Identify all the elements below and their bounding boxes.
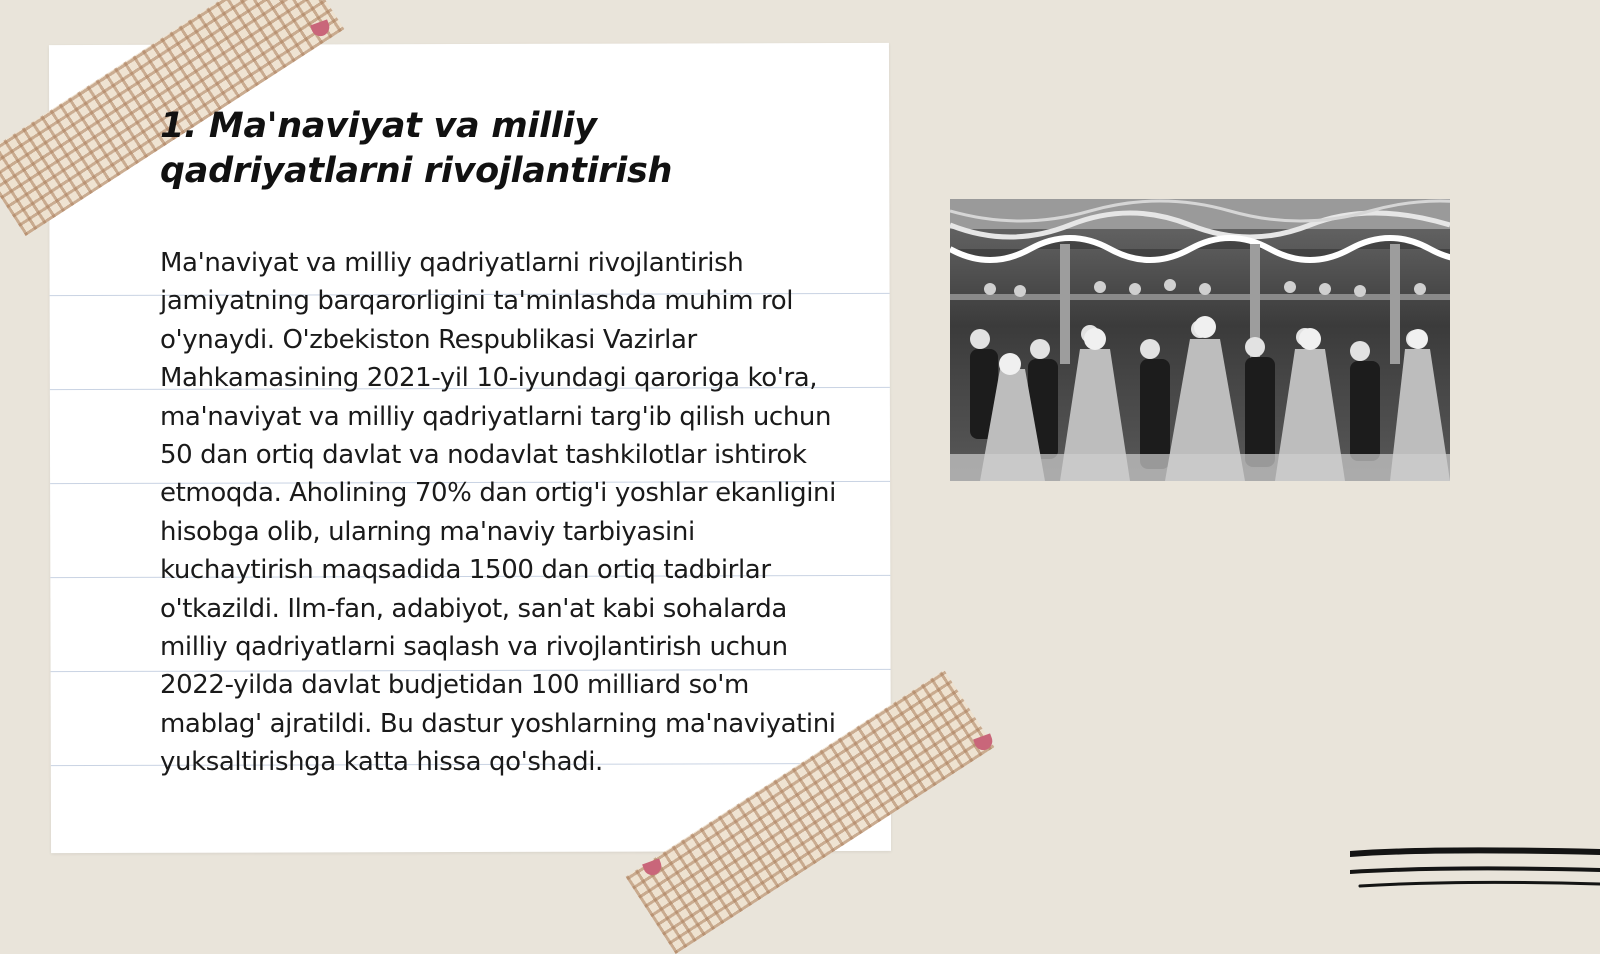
- brush-stroke-decoration: [1350, 846, 1600, 896]
- slide-body-text: Ma'naviyat va milliy qadriyatlarni rivojlantirish jamiyatning barqarorligini ta'minlashda muhim rol o'ynaydi. O'zbekiston Respublikasi Vazirlar Mahkamasining 2021-yil 10-iyundagi qaroriga ko'ra, ma'naviyat va milliy qadriyatlarni targ'ib qilish uchun 50 dan ortiq davlat va nodavlat tashkilotlar ishtirok etmoqda. Aholining 70% dan ortig'i yoshlar ekanligini hisobga olib, ularning ma'naviy tarbiyasini kuchaytirish maqsadida 1500 dan ortiq tadbirlar o'tkazildi. Ilm-fan, adabiyot, san'at kabi sohalarda milliy qadriyatlarni saqlash va rivojlantirish uchun 2022-yilda davlat budjetidan 100 milliard so'm mablag' ajratildi. Bu dastur yoshlarning ma'naviyatini yuksaltirishga katta hissa qo'shadi.: [160, 248, 836, 778]
- dance-hall-photo: [950, 199, 1450, 481]
- slide-title: 1. Ma'naviyat va milliy qadriyatlarni rivojlantirish: [160, 106, 673, 191]
